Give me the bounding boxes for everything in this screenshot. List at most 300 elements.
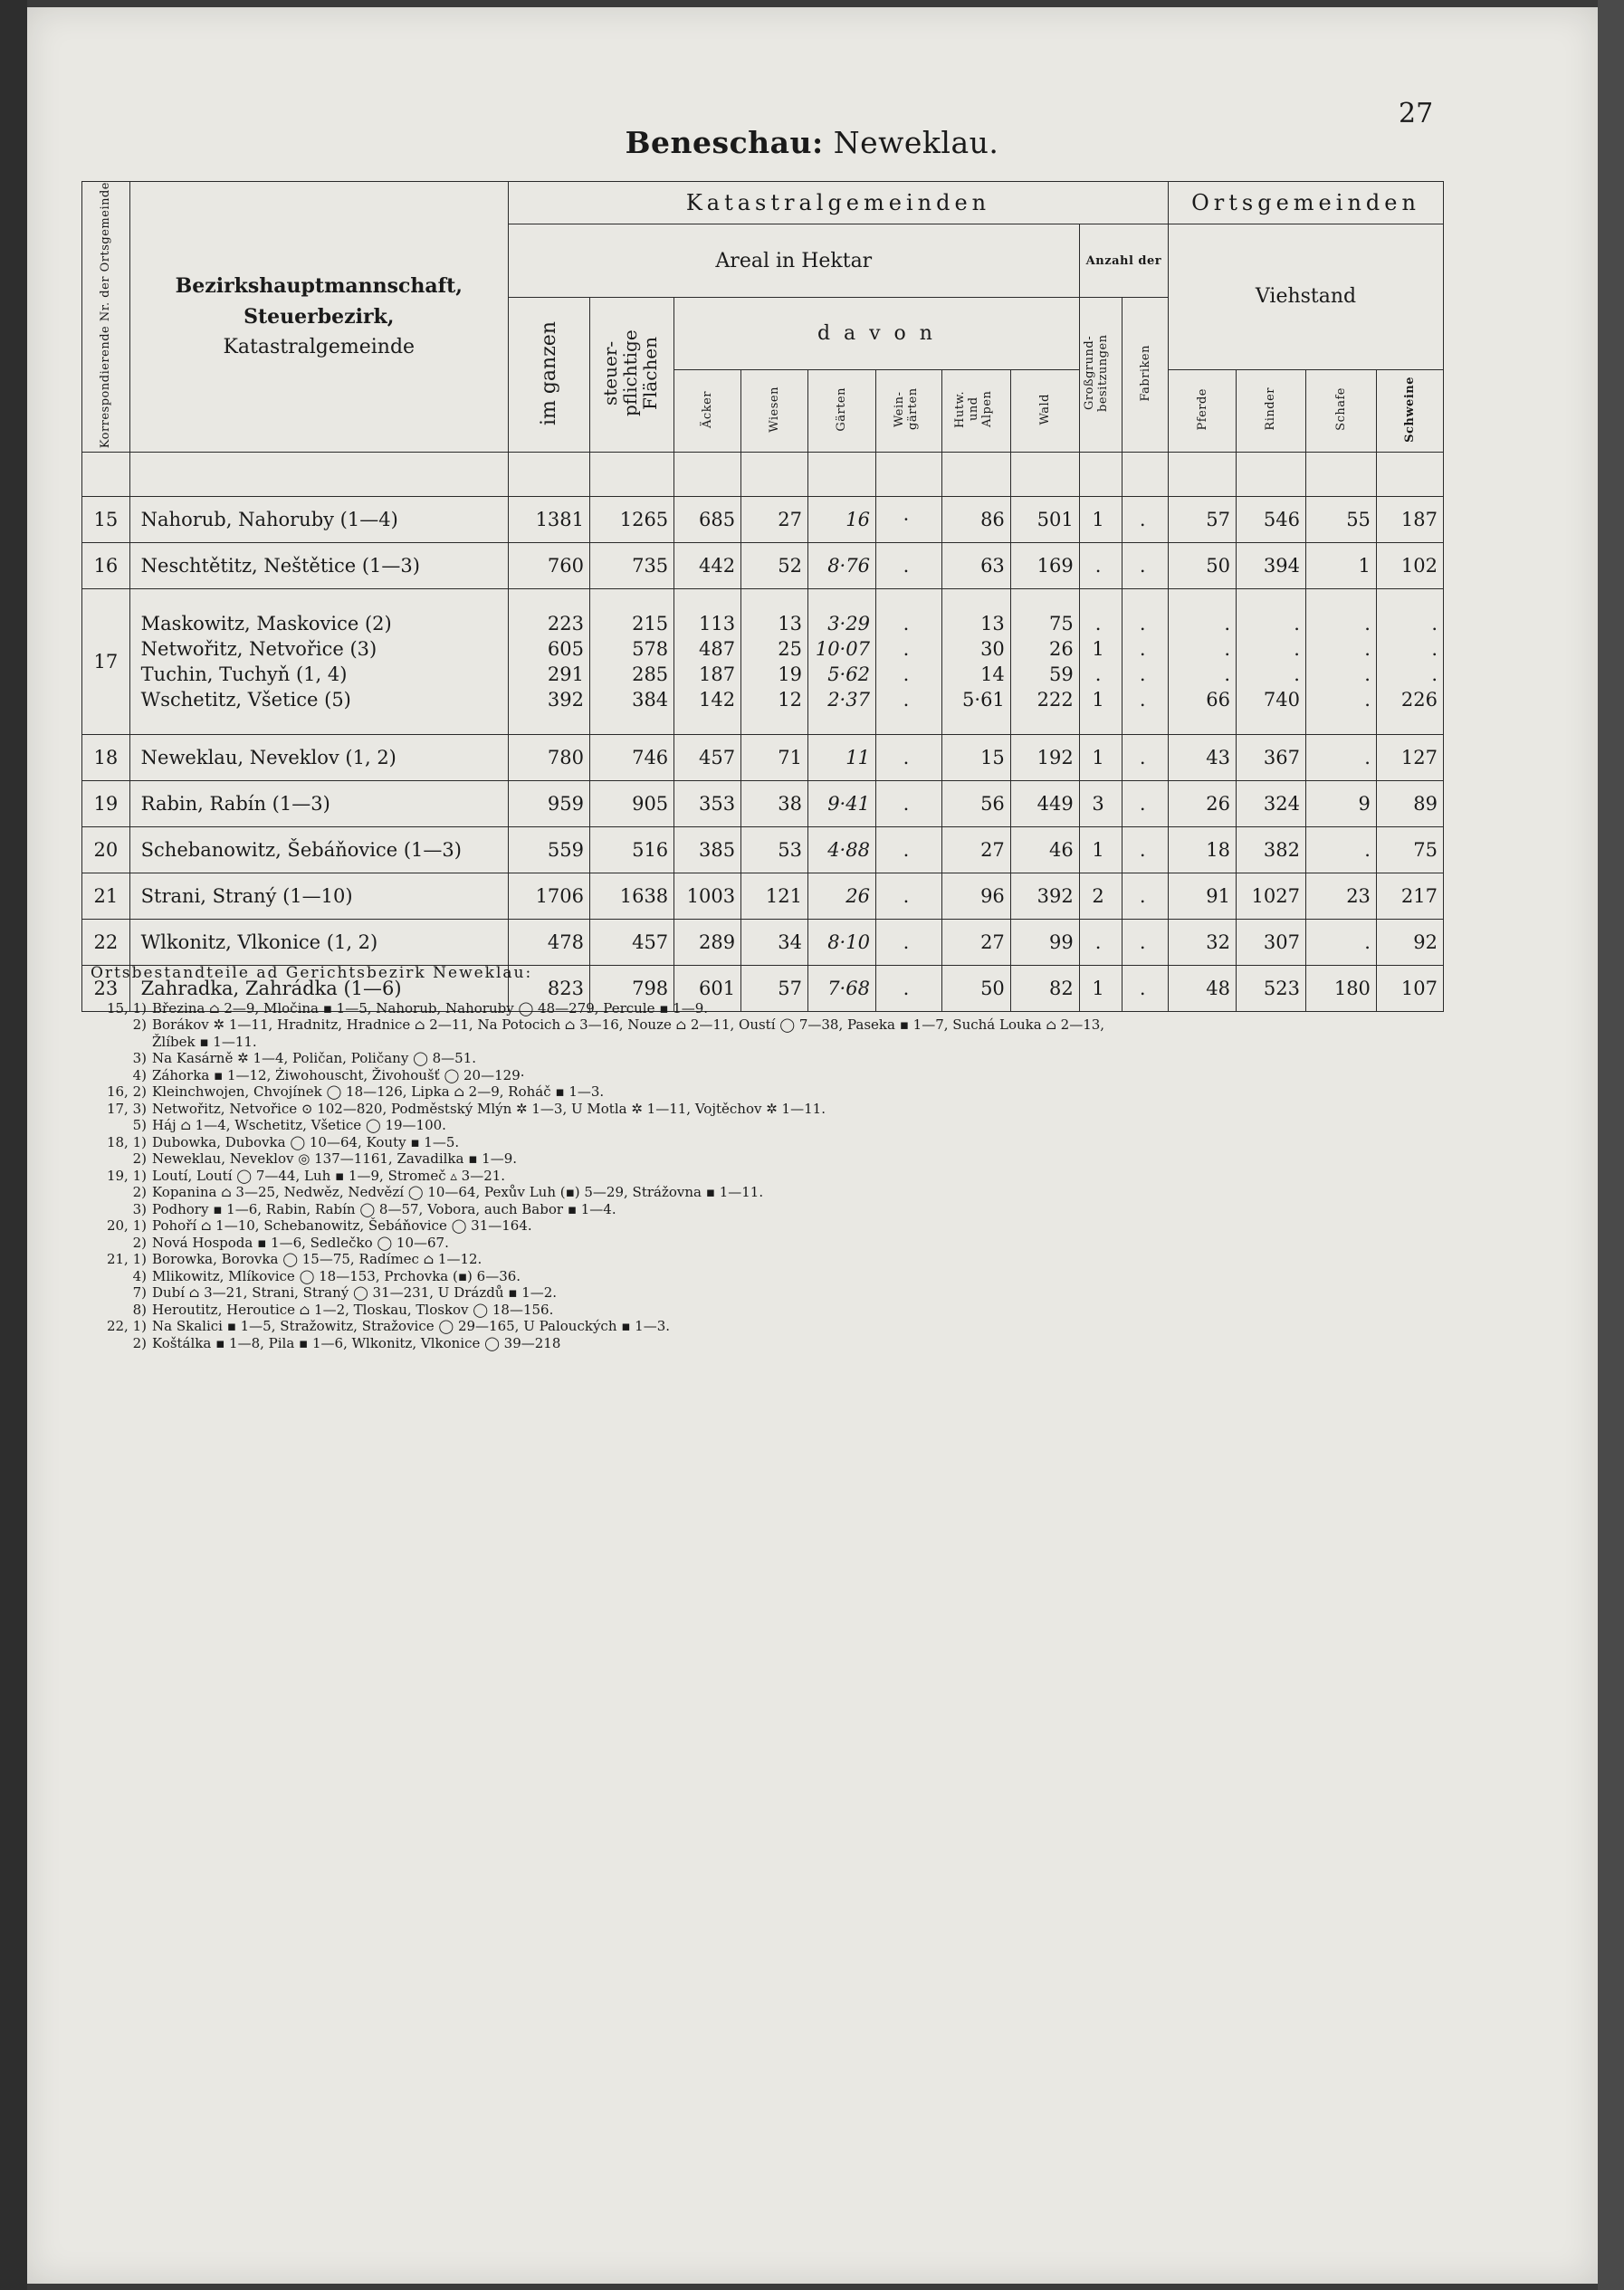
note-ref (91, 1034, 152, 1051)
header-anzahl: Anzahl der (1079, 224, 1168, 298)
cell-wald: 392 (1010, 873, 1079, 920)
note-line (91, 1201, 1430, 1218)
cell-schafe (1305, 589, 1376, 735)
note-line (91, 1302, 1430, 1319)
note-line (91, 1318, 1430, 1335)
cell-line: 223 (547, 613, 585, 635)
note-text: Nová Hospoda ▪ 1—6, Sedlečko ◯ 10—67. (152, 1234, 449, 1251)
cell-line: 25 (778, 638, 803, 661)
cell-wein: . (875, 920, 941, 966)
cell-wiesen: 121 (741, 873, 808, 920)
cell-gaerten: 26 (808, 873, 876, 920)
header-aecker: Äcker (674, 369, 741, 452)
cell-gaerten: 4·88 (808, 827, 876, 873)
cell-aecker: 353 (674, 781, 741, 827)
cell-rinder: 394 (1237, 543, 1306, 589)
cell-line: . (1139, 638, 1146, 661)
note-ref: 18, 1) (106, 1133, 147, 1150)
header-katastral: Katastralgemeinden (508, 182, 1168, 224)
note-text: Na Skalici ▪ 1—5, Stražowitz, Stražovice ◯ 29—165, U Palouckých ▪ 1—3. (152, 1318, 671, 1334)
note-line (91, 1251, 1430, 1268)
note-ref: 15, 1) (106, 999, 147, 1016)
note-text: Záhorka ▪ 1—12, Żiwohouscht, Živohoušť ◯ 20—129· (152, 1066, 525, 1083)
header-schafe: Schafe (1305, 369, 1376, 452)
row-nr: 17 (82, 589, 130, 735)
row-name: Rabin, Rabín (1—3) (129, 781, 508, 827)
cell-line: 578 (632, 638, 669, 661)
cell-line: . (903, 613, 910, 635)
cell-line: 14 (980, 663, 1005, 686)
note-line (91, 1150, 1430, 1168)
header-davon: d a v o n (674, 298, 1080, 370)
cell-line: . (1364, 613, 1371, 635)
note-line (91, 1016, 1430, 1034)
note-line (91, 1168, 1430, 1185)
cell-line: 222 (1036, 689, 1074, 711)
note-text: Podhory ▪ 1—6, Rabin, Rabín ◯ 8—57, Vobora, auch Babor ▪ 1—4. (152, 1200, 616, 1217)
cell-hutw: 15 (941, 735, 1010, 781)
notes-lines (91, 1000, 1430, 1352)
header-weingaerten: Wein-gärten (875, 369, 941, 452)
cell-wiesen: 71 (741, 735, 808, 781)
cell-line: 291 (547, 663, 585, 686)
header-steuer: steuer-pflichtige Flächen (590, 298, 674, 453)
note-ref: 2) (132, 1150, 147, 1167)
cell-hutw: 27 (941, 920, 1010, 966)
table-body (82, 453, 1444, 1012)
cell-line: . (1094, 663, 1102, 686)
page-title (0, 125, 1624, 160)
row-nr: 18 (82, 735, 130, 781)
header-gaerten: Gärten (808, 369, 876, 452)
cell-wein: . (875, 966, 941, 1012)
cell-line: . (1431, 638, 1438, 661)
cell-line: . (1364, 663, 1371, 686)
cell-line: 13 (980, 613, 1005, 635)
cell-gross: . (1079, 543, 1122, 589)
cell-rinder: 382 (1237, 827, 1306, 873)
cell-ganzen: 760 (508, 543, 589, 589)
cell-gross (1079, 589, 1122, 735)
cell-wald: 46 (1010, 827, 1079, 873)
note-line (91, 1217, 1430, 1235)
cell-gaerten: 9·41 (808, 781, 876, 827)
cell-rinder: 367 (1237, 735, 1306, 781)
note-text: Pohoří ⌂ 1—10, Schebanowitz, Šebáňovice ◯ 31—164. (152, 1217, 532, 1234)
cell-line: 740 (1263, 689, 1300, 711)
cell-line: 59 (1049, 663, 1074, 686)
note-line (91, 1268, 1430, 1285)
note-line (91, 1335, 1430, 1352)
cell-wein: . (875, 543, 941, 589)
note-ref: 2) (132, 1334, 147, 1351)
cell-line: 5·61 (962, 689, 1005, 711)
cell-line: 1 (1092, 638, 1104, 661)
cell-wald: 82 (1010, 966, 1079, 1012)
cell-hutw: 56 (941, 781, 1010, 827)
cell-fabr: . (1122, 920, 1169, 966)
note-text: Na Kasárně ✲ 1—4, Poličan, Poličany ◯ 8—51. (152, 1050, 477, 1066)
note-ref: 5) (132, 1117, 147, 1133)
row-name: Wlkonitz, Vlkonice (1, 2) (129, 920, 508, 966)
note-text: Heroutitz, Heroutice ⌂ 1—2, Tloskau, Tloskov ◯ 18—156. (152, 1301, 554, 1318)
cell-gaerten: 8·10 (808, 920, 876, 966)
cell-schafe: 180 (1305, 966, 1376, 1012)
cell-schafe: . (1305, 920, 1376, 966)
note-ref: 4) (132, 1267, 147, 1284)
cell-line: 19 (778, 663, 803, 686)
cell-line: 392 (547, 689, 585, 711)
cell-schafe: 9 (1305, 781, 1376, 827)
cell-gross: 1 (1079, 497, 1122, 543)
note-text: Mlikowitz, Mlíkovice ◯ 18—153, Prchovka (▪) 6—36. (152, 1267, 521, 1284)
header-rinder: Rinder (1237, 369, 1306, 452)
table-row (82, 589, 1444, 735)
cell-wald: 192 (1010, 735, 1079, 781)
cell-gross: 1 (1079, 966, 1122, 1012)
cell-aecker: 289 (674, 920, 741, 966)
cell-line: . (1224, 638, 1230, 661)
cell-line: . (1431, 663, 1438, 686)
cell-fabr: . (1122, 543, 1169, 589)
cell-line: . (1364, 638, 1371, 661)
cell-gross: 3 (1079, 781, 1122, 827)
row-name-line: Wschetitz, Všetice (5) (140, 689, 351, 711)
cell-hutw: 96 (941, 873, 1010, 920)
note-line (91, 1117, 1430, 1134)
header-viehstand: Viehstand (1169, 224, 1444, 370)
note-line (91, 1184, 1430, 1201)
cell-schafe: 23 (1305, 873, 1376, 920)
cell-line: . (1294, 613, 1300, 635)
cell-hutw: 86 (941, 497, 1010, 543)
cell-fabr: . (1122, 781, 1169, 827)
cell-gaerten: 7·68 (808, 966, 876, 1012)
cell-line: 10·07 (815, 638, 870, 661)
note-text: Dubí ⌂ 3—21, Strani, Straný ◯ 31—231, U Drázdů ▪ 1—2. (152, 1284, 558, 1301)
cell-wein: . (875, 873, 941, 920)
note-line (91, 1284, 1430, 1302)
cell-wald (1010, 589, 1079, 735)
cell-steuer: 516 (590, 827, 674, 873)
row-name-line: Netwořitz, Netvořice (3) (140, 638, 377, 661)
cell-rinder: 324 (1237, 781, 1306, 827)
notes-heading: Ortsbestandteile ad Gerichtsbezirk Neweklau: (91, 964, 533, 982)
note-line (91, 1101, 1430, 1118)
cell-steuer: 746 (590, 735, 674, 781)
note-ref: 2) (132, 1234, 147, 1251)
header-wiesen: Wiesen (741, 369, 808, 452)
cell-schafe: 55 (1305, 497, 1376, 543)
note-line (91, 1000, 1430, 1017)
cell-aecker: 442 (674, 543, 741, 589)
cell-wein: . (875, 735, 941, 781)
header-hutweiden: Hutw. und Alpen (941, 369, 1010, 452)
row-name-line: Tuchin, Tuchyň (1, 4) (140, 663, 348, 686)
row-name: Strani, Straný (1—10) (129, 873, 508, 920)
cell-aecker (674, 589, 741, 735)
cell-hutw: 63 (941, 543, 1010, 589)
cell-rinder: 523 (1237, 966, 1306, 1012)
cell-rinder: 307 (1237, 920, 1306, 966)
cell-ganzen: 959 (508, 781, 589, 827)
cell-ganzen: 1381 (508, 497, 589, 543)
cell-wald: 99 (1010, 920, 1079, 966)
cell-line: 605 (547, 638, 585, 661)
header-nr: Korrespondierende Nr. der Ortsgemeinde (82, 182, 130, 453)
cell-line: 285 (632, 663, 669, 686)
scan-edge-left (0, 0, 27, 2290)
cell-ganzen: 823 (508, 966, 589, 1012)
cell-line: . (1294, 638, 1300, 661)
cell-fabr (1122, 589, 1169, 735)
row-nr: 16 (82, 543, 130, 589)
cell-wald: 501 (1010, 497, 1079, 543)
table-row (82, 543, 1444, 589)
header-gross: Großgrund-besitzungen (1079, 298, 1122, 453)
note-ref: 22, 1) (106, 1318, 147, 1334)
cell-schafe: . (1305, 735, 1376, 781)
cell-wiesen: 53 (741, 827, 808, 873)
note-text: Borákov ✲ 1—11, Hradnitz, Hradnice ⌂ 2—11, Na Potocich ⌂ 3—16, Nouze ⌂ 2—11, Oustí ◯ 7—38, Paseka ▪ 1—7, Suchá Louka ⌂ 2—13, (152, 1016, 1105, 1033)
cell-rinder: 1027 (1237, 873, 1306, 920)
header-name: Bezirkshauptmannschaft, Steuerbezirk, Katastralgemeinde (129, 182, 508, 453)
note-ref: 2) (132, 1016, 147, 1033)
cell-line: 75 (1049, 613, 1074, 635)
note-text: Koštálka ▪ 1—8, Pila ▪ 1—6, Wlkonitz, Vlkonice ◯ 39—218 (152, 1334, 561, 1351)
cell-line: 26 (1049, 638, 1074, 661)
cell-pferde: 50 (1169, 543, 1237, 589)
cell-steuer: 735 (590, 543, 674, 589)
cell-line: 12 (778, 689, 803, 711)
scan-edge-right (1598, 0, 1624, 2290)
row-name (129, 589, 508, 735)
title-court: Neweklau. (823, 125, 999, 160)
note-line (91, 1134, 1430, 1151)
note-ref: 17, 3) (106, 1100, 147, 1117)
cell-ganzen: 780 (508, 735, 589, 781)
row-name: Zahradka, Zahrádka (1—6) (129, 966, 508, 1012)
cell-aecker: 1003 (674, 873, 741, 920)
cell-wiesen: 27 (741, 497, 808, 543)
cell-ganzen (508, 589, 589, 735)
header-pferde: Pferde (1169, 369, 1237, 452)
cell-wein (875, 589, 941, 735)
cell-wald: 169 (1010, 543, 1079, 589)
note-line (91, 1235, 1430, 1252)
cell-aecker: 601 (674, 966, 741, 1012)
note-line (91, 1083, 1430, 1101)
note-text: Žlíbek ▪ 1—11. (152, 1033, 257, 1050)
cell-gross: 1 (1079, 735, 1122, 781)
cell-line: 215 (632, 613, 669, 635)
note-text: Háj ⌂ 1—4, Wschetitz, Všetice ◯ 19—100. (152, 1117, 446, 1133)
note-text: Dubowka, Dubovka ◯ 10—64, Kouty ▪ 1—5. (152, 1133, 460, 1150)
cell-line: . (1139, 613, 1146, 635)
cell-line: 226 (1400, 689, 1438, 711)
cell-line: 142 (699, 689, 736, 711)
header-orts: Ortsgemeinden (1169, 182, 1444, 224)
cell-rinder (1237, 589, 1306, 735)
cell-line: . (903, 638, 910, 661)
cell-hutw: 50 (941, 966, 1010, 1012)
cell-pferde: 57 (1169, 497, 1237, 543)
cell-gross: . (1079, 920, 1122, 966)
cell-wein: . (875, 781, 941, 827)
cell-line: 13 (778, 613, 803, 635)
table-row (82, 827, 1444, 873)
row-nr: 23 (82, 966, 130, 1012)
header-wald: Wald (1010, 369, 1079, 452)
note-line (91, 1050, 1430, 1067)
note-text: Netwořitz, Netvořice ⊙ 102—820, Podměstský Mlýn ✲ 1—3, U Motla ✲ 1—11, Vojtěchov ✲ 1—11. (152, 1100, 826, 1117)
cell-aecker: 457 (674, 735, 741, 781)
cell-schweine: 107 (1376, 966, 1443, 1012)
cell-schweine: 187 (1376, 497, 1443, 543)
cell-schweine: 92 (1376, 920, 1443, 966)
note-ref: 4) (132, 1066, 147, 1083)
row-name: Schebanowitz, Šebáňovice (1—3) (129, 827, 508, 873)
cell-gaerten: 16 (808, 497, 876, 543)
cell-fabr: . (1122, 827, 1169, 873)
cell-steuer: 905 (590, 781, 674, 827)
cell-wiesen: 52 (741, 543, 808, 589)
note-ref: 7) (132, 1284, 147, 1301)
cell-hutw: 27 (941, 827, 1010, 873)
cell-pferde (1169, 589, 1237, 735)
cell-aecker: 385 (674, 827, 741, 873)
cell-fabr: . (1122, 966, 1169, 1012)
notes-section (91, 965, 1430, 1351)
row-nr: 21 (82, 873, 130, 920)
cell-schweine: 102 (1376, 543, 1443, 589)
cell-fabr: . (1122, 497, 1169, 543)
table-row (82, 920, 1444, 966)
note-text: Kopanina ⌂ 3—25, Nedwěz, Nedvězí ◯ 10—64, Pexův Luh (▪) 5—29, Strážovna ▪ 1—11. (152, 1184, 764, 1200)
cell-line: . (903, 689, 910, 711)
cell-line: . (1294, 663, 1300, 686)
cell-aecker: 685 (674, 497, 741, 543)
cell-steuer (590, 589, 674, 735)
title-district: Beneschau: (625, 125, 824, 160)
cell-line: 66 (1206, 689, 1230, 711)
note-ref: 3) (132, 1200, 147, 1217)
note-ref: 20, 1) (106, 1217, 147, 1234)
note-ref: 16, 2) (106, 1083, 147, 1100)
cell-schweine: 217 (1376, 873, 1443, 920)
note-ref: 3) (132, 1050, 147, 1066)
cell-schweine: 127 (1376, 735, 1443, 781)
cell-gross: 1 (1079, 827, 1122, 873)
table-row (82, 735, 1444, 781)
cell-pferde: 32 (1169, 920, 1237, 966)
cell-line: 5·62 (827, 663, 870, 686)
cell-gaerten: 8·76 (808, 543, 876, 589)
note-text: Neweklau, Neveklov ◎ 137—1161, Zavadilka ▪ 1—9. (152, 1150, 518, 1167)
cell-line: . (1224, 663, 1230, 686)
header-im-ganzen: im ganzen (508, 298, 589, 453)
note-text: Březina ⌂ 2—9, Mločina ▪ 1—5, Nahorub, Nahoruby ◯ 48—279, Percule ▪ 1—9. (152, 999, 709, 1016)
cell-pferde: 26 (1169, 781, 1237, 827)
note-text: Borowka, Borovka ◯ 15—75, Radímec ⌂ 1—12. (152, 1251, 482, 1267)
cell-line: . (1139, 663, 1146, 686)
cell-schweine: 89 (1376, 781, 1443, 827)
cell-line: 113 (699, 613, 736, 635)
table-row (82, 497, 1444, 543)
row-name: Neschtětitz, Neštětice (1—3) (129, 543, 508, 589)
cell-pferde: 18 (1169, 827, 1237, 873)
cell-fabr: . (1122, 873, 1169, 920)
cell-gross: 2 (1079, 873, 1122, 920)
cell-line: . (1364, 689, 1371, 711)
cell-line: 384 (632, 689, 669, 711)
row-name-line: Maskowitz, Maskovice (2) (140, 613, 392, 635)
cell-wiesen: 57 (741, 966, 808, 1012)
cell-hutw (941, 589, 1010, 735)
table-row (82, 781, 1444, 827)
cell-wiesen: 38 (741, 781, 808, 827)
note-text: Loutí, Loutí ◯ 7—44, Luh ▪ 1—9, Stromeč ▵ 3—21. (152, 1167, 506, 1184)
note-ref: 21, 1) (106, 1251, 147, 1267)
cell-wein: . (875, 827, 941, 873)
cell-schafe: 1 (1305, 543, 1376, 589)
cell-line: . (1431, 613, 1438, 635)
cell-wiesen (741, 589, 808, 735)
cell-wald: 449 (1010, 781, 1079, 827)
spacer-row (82, 453, 1444, 497)
row-name: Nahorub, Nahoruby (1—4) (129, 497, 508, 543)
note-line (91, 1034, 1430, 1051)
cell-fabr: . (1122, 735, 1169, 781)
row-nr: 22 (82, 920, 130, 966)
row-nr: 19 (82, 781, 130, 827)
cell-ganzen: 1706 (508, 873, 589, 920)
cell-gaerten (808, 589, 876, 735)
cell-steuer: 1265 (590, 497, 674, 543)
note-ref: 8) (132, 1301, 147, 1318)
cell-rinder: 546 (1237, 497, 1306, 543)
cell-wiesen: 34 (741, 920, 808, 966)
cell-schafe: . (1305, 827, 1376, 873)
cell-gaerten: 11 (808, 735, 876, 781)
cell-steuer: 798 (590, 966, 674, 1012)
header-fabriken: Fabriken (1122, 298, 1169, 453)
cell-pferde: 48 (1169, 966, 1237, 1012)
row-nr: 20 (82, 827, 130, 873)
cell-line: 3·29 (827, 613, 870, 635)
cell-pferde: 91 (1169, 873, 1237, 920)
cell-wein: · (875, 497, 941, 543)
cell-line: . (1224, 613, 1230, 635)
cell-line: 487 (699, 638, 736, 661)
cell-steuer: 457 (590, 920, 674, 966)
header-areal: Areal in Hektar (508, 224, 1079, 298)
cell-line: . (1094, 613, 1102, 635)
cell-line: 2·37 (827, 689, 870, 711)
cell-steuer: 1638 (590, 873, 674, 920)
row-nr: 15 (82, 497, 130, 543)
statistics-table (81, 181, 1444, 1012)
cell-ganzen: 559 (508, 827, 589, 873)
note-ref: 19, 1) (106, 1167, 147, 1184)
cell-line: 187 (699, 663, 736, 686)
cell-line: . (1139, 689, 1146, 711)
header-schweine: Schweine (1376, 369, 1443, 452)
cell-line: . (903, 663, 910, 686)
row-name: Neweklau, Neveklov (1, 2) (129, 735, 508, 781)
cell-schweine (1376, 589, 1443, 735)
cell-schweine: 75 (1376, 827, 1443, 873)
